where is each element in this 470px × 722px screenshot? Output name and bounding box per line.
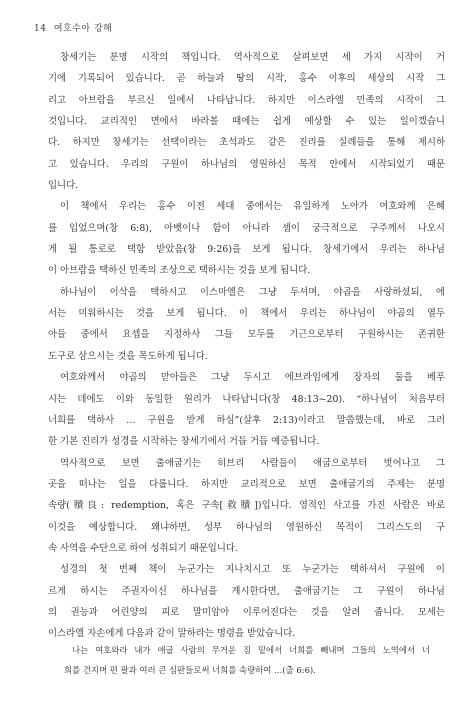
text-line: 하나님이 이삭을 택하시고 이스마엘은 그냥 두셔며, 야곱을 사랑하셨되, 에	[60, 286, 445, 298]
text-line: 속 사역을 수단으로 하여 성취되기 때문입니다.	[48, 542, 238, 554]
text-line: 의 권능과 어린양의 피로 말미암아 이루어진다는 것을 알려 줍니다. 모세는	[48, 606, 445, 618]
text-line: 것입니다. 교리적인 면에서 바라볼 때에는 쉽게 예상할 수 있는 일이겠습니	[48, 116, 445, 128]
body-text	[48, 47, 445, 645]
text-line: 이 책에서 우리는 홍수 이전 세대 중에서는 유일하게 노아가 여호와께 은혜	[60, 201, 445, 213]
text-line: 한 기본 진리가 성경을 시작하는 창세기에서 거듭 거듭 예증됩니다.	[48, 436, 320, 448]
paragraph	[48, 196, 445, 281]
text-line: 창세기는 분명 시작의 책입니다. 역사적으로 살펴보면 세 가지 시작이 거	[60, 52, 445, 63]
text-line: 르게 하시는 주권자이신 하나님을 계시한다면, 출애굽기는 그 구원이 하나님	[48, 585, 445, 597]
text-line: 이것을 예상합니다. 왜냐하면, 성부 하나님의 영원하신 목적이 그리스도의 구	[48, 521, 445, 533]
text-line: 입니다.	[48, 180, 79, 192]
text-line: 를 입었으며(창 6:8), 아벳이나 함이 아니라 셈이 궁극적으로 구주께서 나오시	[48, 222, 445, 234]
block-quote	[64, 640, 430, 680]
paragraph	[48, 282, 445, 367]
paragraph	[48, 453, 445, 560]
text-line: 고 있습니다. 우리의 구원이 하나님의 영원하신 목적 안에서 시작되었기 때문	[48, 158, 445, 170]
quote-line: 나는 여호와라 내가 애굽 사람의 무거운 짐 밑에서 너희를 빼내며 그들의 노역에서 너	[72, 645, 430, 655]
paragraph	[48, 47, 445, 196]
text-line: 시는 데에도 이와 동일한 원리가 나타납니다(창 48:13~20). “하나님이 처음부터	[48, 393, 445, 405]
text-line: 이스라엘 자손에게 다음과 같이 말하라는 명령을 받았습니다.	[48, 628, 296, 640]
page-number: 14	[34, 24, 47, 34]
text-line: 게 될 통로로 택함 받았음(창 9:26)을 보게 됩니다. 창세기에서 우리는 하나님	[48, 244, 445, 256]
book-title: 여호수아 강해	[53, 24, 113, 34]
running-header	[34, 21, 112, 34]
paragraph	[48, 559, 445, 644]
text-line: 아들 중에서 요셉을 지정하사 그들 모두를 기근으로부터 구원하시는 존귀한	[48, 329, 445, 341]
text-line: 곳을 떠나는 일을 다룹니다. 하지만 교리적으로 보면 출애굽기의 주제는 분명	[48, 478, 445, 490]
text-line: 여호와께서 야곱의 맏아들은 그냥 두시고 에브라임에게 장자의 둘을 베푸	[60, 372, 445, 384]
paragraph	[48, 367, 445, 452]
text-line: 성경의 첫 번째 책이 누군가는 지나치시고 또 누군가는 택하셔서 구원에 이	[60, 564, 445, 576]
text-line: 서는 미워하시는 것을 보게 됩니다. 이 책에서 우리는 하나님이 야곱의 열두	[48, 308, 445, 320]
text-line: 도구로 삼으시는 것을 목도하게 됩니다.	[48, 350, 208, 362]
quote-line: 희를 건지며 편 팔과 여러 큰 심판들로써 너희를 속량하여 …(출 6:6).	[64, 665, 316, 675]
text-line: 이 아브람을 택하신 민족의 조상으로 택하시는 것을 보게 됩니다.	[48, 265, 311, 277]
text-line: 속량(贖良: redemption, 혹은 구속[救贖])입니다. 영적인 사고를 가진 사람은 바로	[48, 500, 445, 512]
text-line: 너희를 택하사 … 구원을 받게 하심”(살후 2:13)이라고 말씀했는데, 바로 그러	[48, 414, 445, 426]
text-line: 기에 기록되어 있습니다. 곧 하늘과 땅의 시작, 홍수 이후의 세상의 시작 그	[48, 73, 445, 85]
text-line: 리고 아브람을 부르신 일에서 나타납니다. 하지만 이스라엘 민족의 시작이 그	[48, 94, 445, 106]
text-line: 역사적으로 보면 출애굽기는 히브리 사람들이 애굽으로부터 벗어나고 그	[60, 457, 445, 469]
text-line: 다. 하지만 창세기는 선택이라는 초석과도 같은 진리를 실례들을 통해 제시하	[48, 137, 445, 149]
